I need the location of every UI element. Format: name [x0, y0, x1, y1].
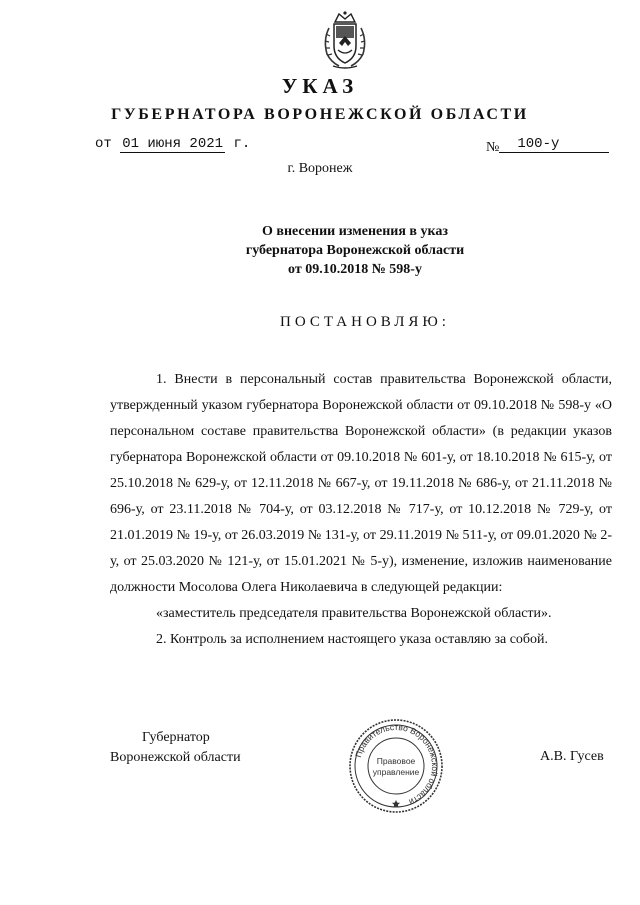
date-line: [95, 136, 250, 153]
document-title: УКАЗ: [281, 74, 359, 98]
number-prefix: №: [486, 140, 500, 155]
document-subtitle: ГУБЕРНАТОРА ВОРОНЕЖСКОЙ ОБЛАСТИ: [111, 106, 529, 123]
stamp-ring-text: Правительство Воронежской области: [353, 721, 441, 808]
date-value: 01 июня 2021: [122, 136, 224, 152]
subject-line-3: от 09.10.2018 № 598-у: [288, 262, 422, 277]
signatory-position: [110, 728, 241, 768]
stamp-center-line-1: Правовое: [376, 756, 416, 766]
city: г. Воронеж: [287, 161, 353, 176]
paragraph-quote: «заместитель председателя правительства Воронежской области».: [156, 606, 552, 621]
number-line: [486, 136, 609, 157]
decree-word: ПОСТАНОВЛЯЮ:: [280, 314, 450, 330]
subject-line-2: губернатора Воронежской области: [245, 243, 465, 258]
official-stamp: [346, 716, 446, 816]
signatory-name: А.В. Гусев: [540, 749, 604, 764]
position-line-2: Воронежской области: [110, 750, 241, 765]
coat-of-arms-icon: [319, 10, 371, 70]
stamp-center-line-2: управление: [372, 767, 420, 777]
document-body: [110, 367, 612, 653]
paragraph-1: 1. Внести в персональный состав правительства Воронежской области, утвержденный указом губернатора Воронежской области от 09.10.2018 № 598-у «О персональном составе правительства Воронежской области» (в редакции указов губернатора Воронежской области от 09.10.2018 № 601-у, от 18.10.2018 № 615-у, от 25.10.2018 № 629-у, от 12.11.2018 № 667-у, от 19.11.2018 № 686-у, от 21.11.2018 № 696-у, от 23.11.2018 № 704-у, от 03.12.2018 № 717-у, от 10.12.2018 № 729-у, от 21.01.2019 № 19-у, от 26.03.2019 № 131-у, от 29.11.2019 № 511-у, от 09.01.2020 № 2-у, от 25.03.2020 № 121-у, от 15.01.2021 № 5-у), изменение, изложив наименование должности Мосолова Олега Николаевича в следующей редакции:: [110, 372, 612, 595]
subject-line-1: О внесении изменения в указ: [262, 224, 448, 239]
paragraph-2: 2. Контроль за исполнением настоящего указа оставляю за собой.: [156, 632, 549, 647]
date-prefix: от: [95, 136, 112, 152]
date-suffix: г.: [233, 136, 251, 152]
document-number: 100-у: [499, 136, 609, 153]
document-subject: [0, 222, 640, 279]
position-line-1: Губернатор: [142, 730, 210, 745]
